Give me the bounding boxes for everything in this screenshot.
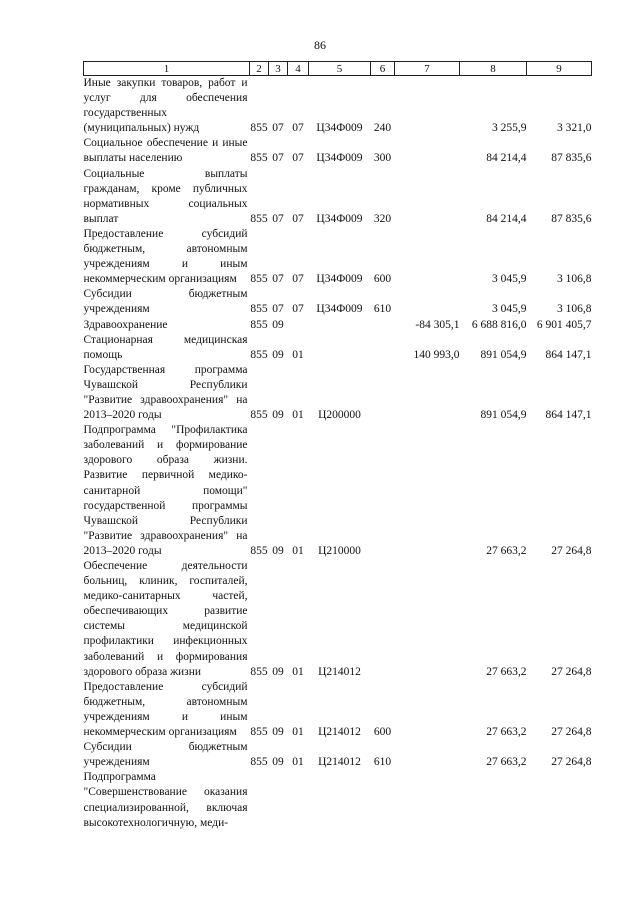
change-amount-cell: 140 993,0 [413,348,460,361]
row-name-cell: Здравоохранение [83,318,168,331]
ministry-code-cell: 855 [250,348,268,361]
target-article-cell: Ц200000 [318,409,361,422]
page-number: 86 [314,38,326,52]
ministry-code-cell: 855 [250,303,268,316]
table-row [84,227,592,287]
subsection-code-cell: 01 [292,544,304,557]
amount-1-cell: 891 054,9 [480,348,527,361]
target-article-cell: Ц210000 [318,544,361,557]
row-name-cell: Подпрограмма "Совершенствование оказания специализированной, включая высокотехнологичную, меди- [83,771,248,829]
target-article-cell [309,318,371,333]
table-row [84,167,592,227]
ministry-code-cell: 855 [250,665,268,678]
expense-group-cell: 240 [373,122,392,135]
header-col-target-article: 5 [309,62,371,76]
target-article-cell: Ц34Ф009 [316,122,363,135]
table-row [84,287,592,317]
change-amount-cell [395,740,460,770]
section-code-cell: 09 [272,756,284,769]
change-amount-cell [395,167,460,227]
table-row [84,318,592,333]
section-code-cell: 07 [272,273,284,286]
section-code-cell: 07 [272,122,284,135]
expense-group-cell: 600 [373,273,392,286]
change-amount-cell [395,680,460,740]
change-amount-cell [395,770,460,830]
amount-2-cell: 864 147,1 [545,409,592,422]
change-amount-cell [395,227,460,287]
section-code-cell: 07 [272,303,284,316]
table-row [84,363,592,423]
subsection-code-cell: 07 [292,212,304,225]
target-article-cell: Ц34Ф009 [316,152,363,165]
row-name-cell: Подпрограмма "Профилактика заболеваний и формирование здорового образа жизни. Развитие первичной медико-санитарной помощи" государственной программы Чувашской Республики "Развитие здравоохранения" на 2013–2020 годы [83,424,248,557]
header-col-name: 1 [84,62,250,76]
change-amount-cell [395,559,460,680]
subsection-code-cell: 07 [292,122,304,135]
expense-group-cell: 600 [373,726,392,739]
ministry-code-cell: 855 [250,544,268,557]
target-article-cell [309,333,371,363]
section-code-cell: 09 [272,348,284,361]
amount-1-cell: 891 054,9 [480,409,527,422]
ministry-code-cell: 855 [250,212,268,225]
expense-group-cell: 320 [373,212,392,225]
change-amount-cell [395,363,460,423]
header-col-amount-2: 9 [527,62,592,76]
ministry-code-cell: 855 [250,152,268,165]
amount-1-cell: 27 663,2 [486,756,527,769]
expense-group-cell: 300 [373,152,392,165]
section-code-cell: 07 [272,212,284,225]
amount-1-cell: 27 663,2 [486,665,527,678]
target-article-cell: Ц214012 [318,665,361,678]
table-row [84,136,592,166]
amount-2-cell: 27 264,8 [551,726,592,739]
amount-2-cell: 864 147,1 [545,348,592,361]
subsection-code-cell: 07 [292,303,304,316]
amount-1-cell: 27 663,2 [486,726,527,739]
row-name-cell: Предоставление субсидий бюджетным, автономным учреждениям и иным некоммерческим организациям [83,227,248,286]
ministry-code-cell: 855 [250,756,268,769]
change-amount-cell [395,287,460,317]
header-col-change: 7 [395,62,460,76]
amount-1-cell: 84 214,4 [486,152,527,165]
section-code-cell: 09 [272,318,284,331]
header-col-expense-group: 6 [371,62,395,76]
row-name-cell: Субсидии бюджетным учреждениям [83,288,248,316]
amount-2-cell: 3 106,8 [557,303,592,316]
subsection-code-cell: 01 [292,665,304,678]
section-code-cell [269,770,288,830]
expense-group-cell [371,363,395,423]
subsection-code-cell: 07 [292,152,304,165]
row-name-cell: Обеспечение деятельности больниц, клиник, госпиталей, медико-санитарных частей, обеспечивающих развитие системы медицинской профилактики инфекционных заболеваний и формирования здорового образа жизни [83,560,248,678]
amount-1-cell [460,770,527,830]
table-row [84,740,592,770]
expense-group-cell [371,559,395,680]
expense-group-cell [371,770,395,830]
section-code-cell: 09 [272,409,284,422]
table-row [84,770,592,830]
target-article-cell: Ц214012 [318,756,361,769]
section-code-cell: 09 [272,726,284,739]
header-col-subsection: 4 [288,62,309,76]
amount-2-cell: 3 321,0 [557,122,592,135]
amount-2-cell: 27 264,8 [551,756,592,769]
section-code-cell: 07 [272,152,284,165]
row-name-cell: Социальное обеспечение и иные выплаты населению [83,137,248,165]
header-col-amount-1: 8 [460,62,527,76]
subsection-code-cell: 07 [292,273,304,286]
target-article-cell: Ц214012 [318,726,361,739]
change-amount-cell [395,136,460,166]
target-article-cell: Ц34Ф009 [316,212,363,225]
amount-1-cell: 3 045,9 [492,303,527,316]
amount-2-cell: 27 264,8 [551,544,592,557]
amount-1-cell: 6 688 816,0 [471,318,527,331]
subsection-code-cell: 01 [292,756,304,769]
row-name-cell: Предоставление субсидий бюджетным, автономным учреждениям и иным некоммерческим организациям [83,680,248,739]
ministry-code-cell [250,770,269,830]
row-name-cell: Социальные выплаты гражданам, кроме публичных нормативных социальных выплат [83,167,248,225]
row-name-cell: Стационарная медицинская помощь [83,333,248,361]
table-row [84,559,592,680]
budget-table [83,61,592,831]
change-amount-cell [395,76,460,137]
expense-group-cell: 610 [373,303,392,316]
subsection-code-cell: 01 [292,409,304,422]
amount-2-cell [527,770,592,830]
subsection-code-cell [288,770,309,830]
table-row [84,423,592,559]
amount-2-cell: 6 901 405,7 [536,318,592,331]
ministry-code-cell: 855 [250,273,268,286]
target-article-cell: Ц34Ф009 [316,273,363,286]
table-row [84,680,592,740]
row-name-cell: Государственная программа Чувашской Республики "Развитие здравоохранения" на 2013–2020 годы [83,363,248,422]
ministry-code-cell: 855 [250,122,268,135]
amount-2-cell: 87 835,6 [551,212,592,225]
amount-2-cell: 3 106,8 [557,273,592,286]
subsection-code-cell: 01 [292,726,304,739]
expense-group-cell: 610 [373,756,392,769]
amount-1-cell: 3 045,9 [492,273,527,286]
ministry-code-cell: 855 [250,409,268,422]
ministry-code-cell: 855 [250,726,268,739]
header-col-section: 3 [269,62,288,76]
expense-group-cell [371,333,395,363]
expense-group-cell [371,423,395,559]
change-amount-cell: -84 305,1 [415,318,460,331]
subsection-code-cell: 01 [292,348,304,361]
header-col-ministry: 2 [250,62,269,76]
amount-1-cell: 3 255,9 [492,122,527,135]
amount-2-cell: 27 264,8 [551,665,592,678]
subsection-code-cell [288,318,309,333]
change-amount-cell [395,423,460,559]
row-name-cell: Иные закупки товаров, работ и услуг для обеспечения государственных (муниципальных) нужд [83,77,248,135]
table-header-row [84,62,592,76]
amount-2-cell: 87 835,6 [551,152,592,165]
amount-1-cell: 27 663,2 [486,544,527,557]
table-body [84,76,592,831]
row-name-cell: Субсидии бюджетным учреждениям [83,741,248,769]
target-article-cell: Ц34Ф009 [316,303,363,316]
expense-group-cell [371,318,395,333]
table-row [84,76,592,137]
section-code-cell: 09 [272,665,284,678]
ministry-code-cell: 855 [250,318,268,331]
table-row [84,333,592,363]
amount-1-cell: 84 214,4 [486,212,527,225]
target-article-cell [309,770,371,830]
section-code-cell: 09 [272,544,284,557]
